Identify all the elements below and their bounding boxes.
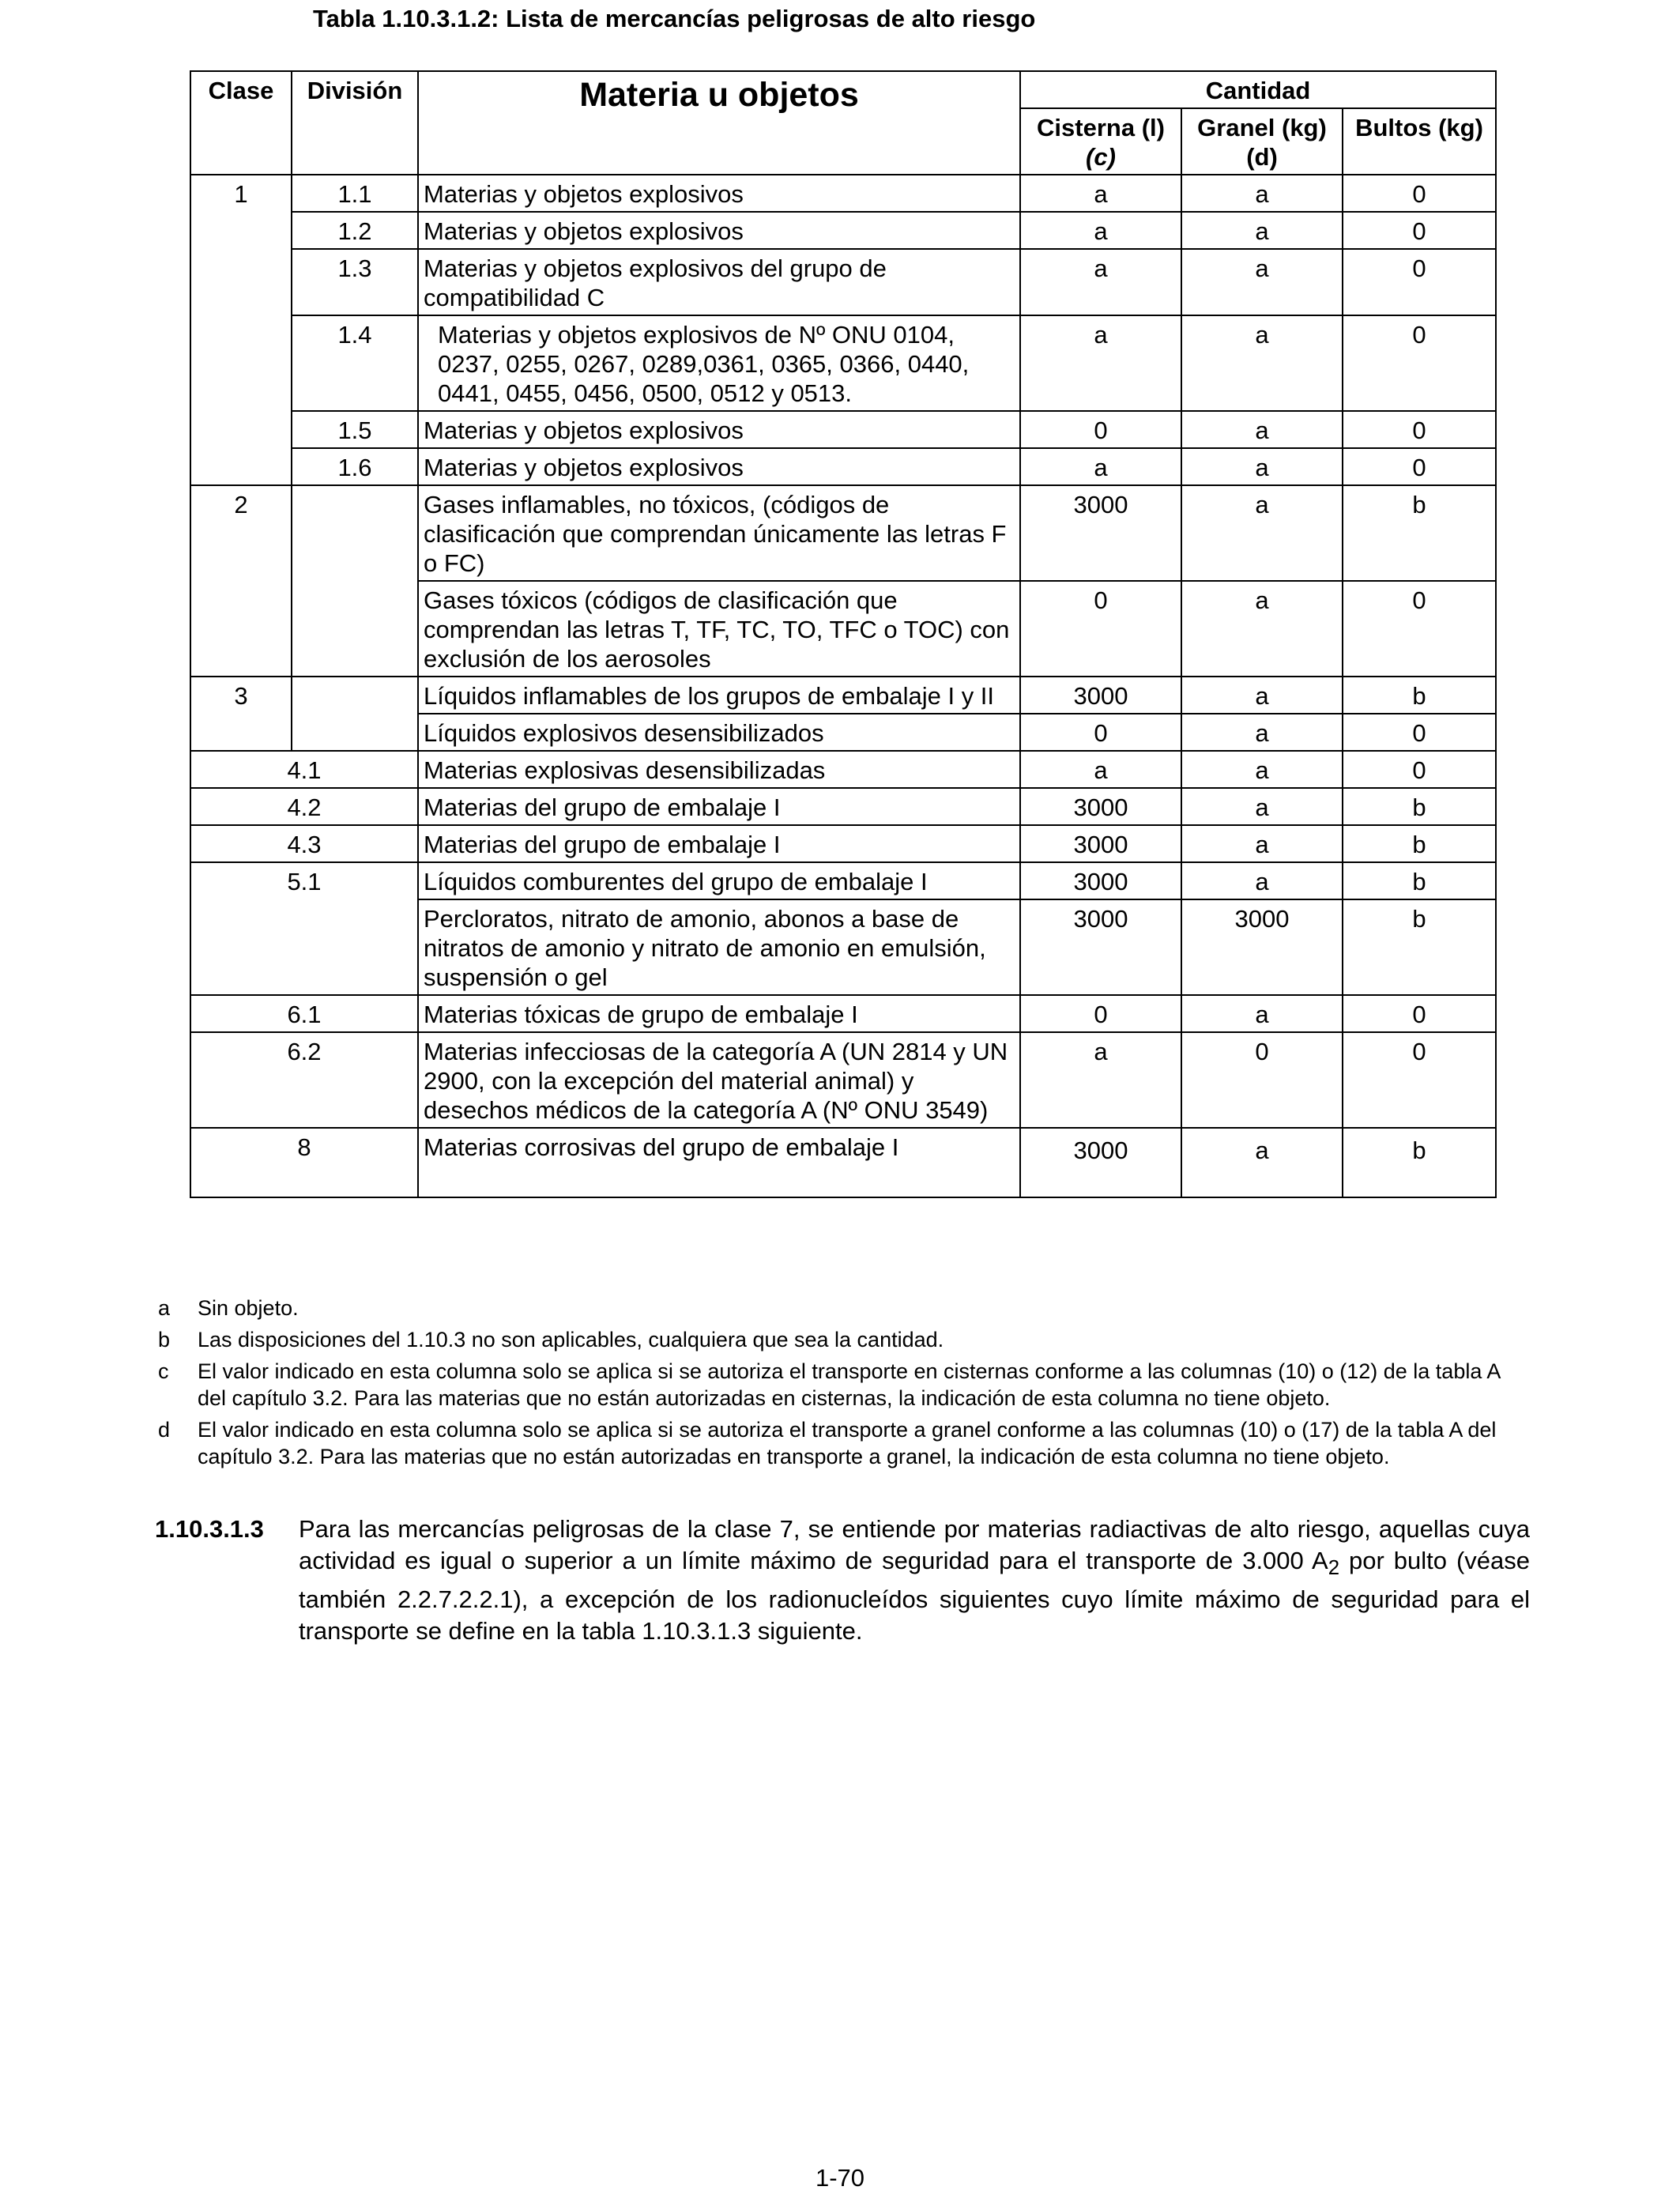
cell-granel: a (1181, 411, 1343, 448)
cell-cisterna: 0 (1020, 714, 1181, 751)
cell-division: 1.3 (292, 249, 418, 315)
cell-materia: Materias y objetos explosivos del grupo de compatibilidad C (418, 249, 1020, 315)
cell-cisterna: a (1020, 448, 1181, 485)
footnote-text: Las disposiciones del 1.10.3 no son aplicables, cualquiera que sea la cantidad. (198, 1328, 944, 1351)
cell-granel: a (1181, 249, 1343, 315)
paragraph-number: 1.10.3.1.3 (155, 1515, 264, 1543)
footnote-text: El valor indicado en esta columna solo se aplica si se autoriza el transporte en cisternas conforme a las columnas (10) o (12) de la tabla A del capítulo 3.2. Para las materias que no están autorizadas en cisternas, la indicación de esta columna no tiene objeto. (198, 1359, 1500, 1410)
cell-division: 1.1 (292, 175, 418, 212)
footnote-b (158, 1326, 1529, 1353)
header-clase: Clase (190, 71, 292, 175)
cell-materia: Materias y objetos explosivos (418, 411, 1020, 448)
cell-bultos: b (1343, 677, 1496, 714)
cell-bultos: b (1343, 485, 1496, 581)
cell-cisterna: 3000 (1020, 899, 1181, 995)
cell-bultos: 0 (1343, 751, 1496, 788)
cell-division: 1.4 (292, 315, 418, 411)
cell-clase: 6.2 (190, 1032, 418, 1128)
header-materia: Materia u objetos (418, 71, 1020, 175)
cell-granel: a (1181, 581, 1343, 677)
table-row (190, 1032, 1496, 1128)
cell-cisterna: a (1020, 751, 1181, 788)
table-row (190, 862, 1496, 899)
cell-granel: a (1181, 862, 1343, 899)
paragraph-text-after: por bulto (véase también 2.2.7.2.2.1), a excepción de los radionucleídos siguientes cuyo límite máximo de seguridad para el transporte se define en la tabla 1.10.3.1.3 siguiente. (299, 1547, 1530, 1646)
cell-division: 1.6 (292, 448, 418, 485)
header-granel-label: Granel (kg) (1197, 114, 1327, 141)
cell-materia: Materias y objetos explosivos (418, 448, 1020, 485)
cell-granel: a (1181, 1128, 1343, 1197)
cell-materia: Materias del grupo de embalaje I (418, 788, 1020, 825)
cell-materia: Materias explosivas desensibilizadas (418, 751, 1020, 788)
table-row (190, 751, 1496, 788)
cell-cisterna: 3000 (1020, 485, 1181, 581)
table-row (190, 788, 1496, 825)
cell-clase: 2 (190, 485, 292, 677)
cell-bultos: b (1343, 862, 1496, 899)
header-bultos: Bultos (kg) (1343, 108, 1496, 175)
table-row (190, 1128, 1496, 1197)
header-granel-note: (d) (1246, 143, 1278, 171)
cell-bultos: b (1343, 788, 1496, 825)
footnote-key: b (158, 1328, 171, 1351)
cell-granel: a (1181, 212, 1343, 249)
cell-bultos: 0 (1343, 581, 1496, 677)
cell-materia: Materias tóxicas de grupo de embalaje I (418, 995, 1020, 1032)
header-granel (1181, 108, 1343, 175)
cell-cisterna: 0 (1020, 411, 1181, 448)
cell-granel: a (1181, 995, 1343, 1032)
cell-clase: 5.1 (190, 862, 418, 995)
cell-bultos: 0 (1343, 249, 1496, 315)
cell-materia: Líquidos inflamables de los grupos de embalaje I y II (418, 677, 1020, 714)
cell-materia: Gases tóxicos (códigos de clasificación que comprendan las letras T, TF, TC, TO, TFC o TOC) con exclusión de los aerosoles (418, 581, 1020, 677)
cell-clase: 8 (190, 1128, 418, 1197)
cell-granel: a (1181, 751, 1343, 788)
cell-materia: Gases inflamables, no tóxicos, (códigos de clasificación que comprendan únicamente las letras F o FC) (418, 485, 1020, 581)
cell-division: 1.2 (292, 212, 418, 249)
header-cantidad: Cantidad (1020, 71, 1496, 108)
paragraph-text-before: Para las mercancías peligrosas de la clase 7, se entiende por materias radiactivas de alto riesgo, aquellas cuya actividad es igual o superior a un límite máximo de seguridad para el transporte de 3.000 A (299, 1515, 1530, 1574)
cell-cisterna: 0 (1020, 995, 1181, 1032)
cell-granel: a (1181, 485, 1343, 581)
cell-materia: Materias y objetos explosivos de Nº ONU 0104, 0237, 0255, 0267, 0289,0361, 0365, 0366, 0440, 0441, 0455, 0456, 0500, 0512 y 0513. (418, 315, 1020, 411)
table-row (190, 315, 1496, 411)
cell-division (292, 485, 418, 677)
cell-bultos: 0 (1343, 1032, 1496, 1128)
cell-cisterna: 3000 (1020, 1128, 1181, 1197)
cell-bultos: 0 (1343, 315, 1496, 411)
cell-bultos: b (1343, 825, 1496, 862)
table-row (190, 249, 1496, 315)
cell-clase: 4.3 (190, 825, 418, 862)
cell-granel: a (1181, 175, 1343, 212)
footnote-key: d (158, 1418, 171, 1442)
cell-clase: 4.1 (190, 751, 418, 788)
cell-materia: Materias del grupo de embalaje I (418, 825, 1020, 862)
cell-materia: Percloratos, nitrato de amonio, abonos a base de nitratos de amonio y nitrato de amonio en emulsión, suspensión o gel (418, 899, 1020, 995)
cell-cisterna: 3000 (1020, 862, 1181, 899)
header-cisterna (1020, 108, 1181, 175)
cell-cisterna: 3000 (1020, 788, 1181, 825)
cell-bultos: 0 (1343, 714, 1496, 751)
cell-granel: a (1181, 714, 1343, 751)
page-number: 1-70 (815, 2164, 865, 2192)
cell-bultos: 0 (1343, 448, 1496, 485)
cell-granel: a (1181, 677, 1343, 714)
cell-materia: Materias y objetos explosivos (418, 212, 1020, 249)
footnote-text: Sin objeto. (198, 1296, 299, 1320)
cell-materia: Líquidos comburentes del grupo de embalaje I (418, 862, 1020, 899)
paragraph-text (299, 1514, 1530, 1647)
header-cisterna-note: (c) (1086, 143, 1116, 171)
table-title: Tabla 1.10.3.1.2: Lista de mercancías peligrosas de alto riesgo (313, 5, 1036, 32)
table-row (190, 825, 1496, 862)
cell-clase: 4.2 (190, 788, 418, 825)
cell-materia: Líquidos explosivos desensibilizados (418, 714, 1020, 751)
table-row (190, 995, 1496, 1032)
cell-bultos: 0 (1343, 212, 1496, 249)
cell-cisterna: a (1020, 212, 1181, 249)
header-division: División (292, 71, 418, 175)
cell-materia: Materias y objetos explosivos (418, 175, 1020, 212)
cell-division (292, 677, 418, 751)
cell-granel: a (1181, 448, 1343, 485)
footnote-c (158, 1358, 1529, 1412)
header-cisterna-label: Cisterna (l) (1037, 114, 1165, 141)
cell-bultos: 0 (1343, 411, 1496, 448)
cell-division: 1.5 (292, 411, 418, 448)
footnote-a (158, 1295, 1529, 1321)
cell-granel: 3000 (1181, 899, 1343, 995)
table-row (190, 411, 1496, 448)
footnote-key: c (158, 1359, 169, 1383)
cell-materia: Materias infecciosas de la categoría A (UN 2814 y UN 2900, con la excepción del material animal) y desechos médicos de la categoría A (Nº ONU 3549) (418, 1032, 1020, 1128)
table-row (190, 448, 1496, 485)
cell-bultos: b (1343, 899, 1496, 995)
cell-bultos: b (1343, 1128, 1496, 1197)
table-row (190, 677, 1496, 714)
cell-cisterna: a (1020, 175, 1181, 212)
cell-granel: a (1181, 825, 1343, 862)
footnote-text: El valor indicado en esta columna solo se aplica si se autoriza el transporte a granel conforme a las columnas (10) o (17) de la tabla A del capítulo 3.2. Para las materias que no están autorizadas en transporte a granel, la indicación de esta columna no tiene objeto. (198, 1418, 1497, 1468)
dangerous-goods-table (190, 70, 1497, 1198)
cell-bultos: 0 (1343, 175, 1496, 212)
cell-granel: 0 (1181, 1032, 1343, 1128)
paragraph-subscript: 2 (1328, 1557, 1340, 1580)
cell-cisterna: 3000 (1020, 825, 1181, 862)
cell-cisterna: 0 (1020, 581, 1181, 677)
cell-cisterna: 3000 (1020, 677, 1181, 714)
footnote-d (158, 1416, 1529, 1470)
cell-bultos: 0 (1343, 995, 1496, 1032)
cell-clase: 6.1 (190, 995, 418, 1032)
cell-cisterna: a (1020, 315, 1181, 411)
table-row (190, 212, 1496, 249)
paragraph-1-10-3-1-3 (155, 1514, 1530, 1647)
header-row-top (190, 71, 1496, 108)
footnote-key: a (158, 1296, 171, 1320)
cell-clase: 1 (190, 175, 292, 485)
cell-cisterna: a (1020, 1032, 1181, 1128)
cell-granel: a (1181, 788, 1343, 825)
cell-granel: a (1181, 315, 1343, 411)
footnotes (158, 1295, 1529, 1475)
cell-cisterna: a (1020, 249, 1181, 315)
table-row (190, 175, 1496, 212)
table-row (190, 485, 1496, 581)
cell-materia: Materias corrosivas del grupo de embalaje I (418, 1128, 1020, 1197)
cell-clase: 3 (190, 677, 292, 751)
